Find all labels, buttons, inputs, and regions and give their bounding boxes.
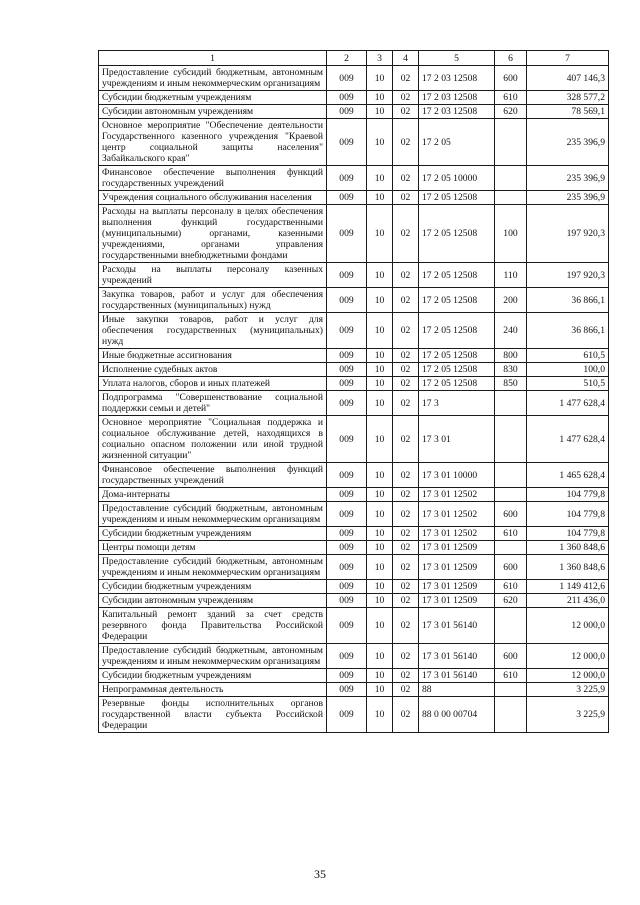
cell-section: 10	[367, 683, 393, 697]
cell-subsection: 02	[393, 555, 419, 580]
cell-target-code: 17 2 05 12508	[419, 313, 495, 349]
cell-section: 10	[367, 594, 393, 608]
cell-section: 10	[367, 580, 393, 594]
cell-expense-type: 620	[495, 594, 527, 608]
cell-target-code: 17 3 01 12509	[419, 594, 495, 608]
cell-expense-type: 600	[495, 66, 527, 91]
cell-section: 10	[367, 669, 393, 683]
cell-expense-type: 610	[495, 91, 527, 105]
cell-name: Предоставление субсидий бюджетным, автономным учреждениям и иным некоммерческим организациям	[99, 502, 327, 527]
cell-expense-type: 800	[495, 349, 527, 363]
cell-name: Расходы на выплаты персоналу казенных учреждений	[99, 263, 327, 288]
cell-name: Субсидии бюджетным учреждениям	[99, 91, 327, 105]
cell-subsection: 02	[393, 288, 419, 313]
cell-ministry: 009	[327, 697, 367, 733]
cell-target-code: 88 0 00 00704	[419, 697, 495, 733]
table-row	[99, 349, 609, 363]
cell-section: 10	[367, 263, 393, 288]
cell-expense-type	[495, 608, 527, 644]
cell-name: Предоставление субсидий бюджетным, автономным учреждениям и иным некоммерческим организациям	[99, 644, 327, 669]
cell-subsection: 02	[393, 166, 419, 191]
cell-name: Резервные фонды исполнительных органов государственной власти субъекта Российской Федерации	[99, 697, 327, 733]
cell-sum: 510,5	[527, 377, 609, 391]
table-row	[99, 669, 609, 683]
cell-subsection: 02	[393, 191, 419, 205]
cell-expense-type: 100	[495, 205, 527, 263]
cell-section: 10	[367, 313, 393, 349]
cell-section: 10	[367, 608, 393, 644]
cell-expense-type: 620	[495, 105, 527, 119]
cell-target-code: 17 2 03 12508	[419, 91, 495, 105]
cell-target-code: 17 3 01	[419, 416, 495, 463]
table-row	[99, 541, 609, 555]
cell-name: Подпрограмма "Совершенствование социальной поддержки семьи и детей"	[99, 391, 327, 416]
cell-subsection: 02	[393, 488, 419, 502]
cell-sum: 104 779,8	[527, 527, 609, 541]
table-row	[99, 488, 609, 502]
cell-ministry: 009	[327, 363, 367, 377]
cell-section: 10	[367, 555, 393, 580]
cell-name: Субсидии автономным учреждениям	[99, 105, 327, 119]
cell-subsection: 02	[393, 263, 419, 288]
cell-name: Предоставление субсидий бюджетным, автономным учреждениям и иным некоммерческим организациям	[99, 555, 327, 580]
table-row	[99, 594, 609, 608]
cell-sum: 407 146,3	[527, 66, 609, 91]
cell-sum: 36 866,1	[527, 313, 609, 349]
cell-ministry: 009	[327, 166, 367, 191]
cell-name: Учреждения социального обслуживания населения	[99, 191, 327, 205]
cell-section: 10	[367, 527, 393, 541]
cell-expense-type	[495, 683, 527, 697]
table-row	[99, 608, 609, 644]
table-row	[99, 555, 609, 580]
table-row	[99, 313, 609, 349]
cell-subsection: 02	[393, 697, 419, 733]
cell-section: 10	[367, 363, 393, 377]
cell-ministry: 009	[327, 205, 367, 263]
cell-expense-type: 830	[495, 363, 527, 377]
budget-table	[98, 50, 609, 733]
table-row	[99, 377, 609, 391]
cell-section: 10	[367, 377, 393, 391]
cell-ministry: 009	[327, 191, 367, 205]
cell-subsection: 02	[393, 594, 419, 608]
cell-target-code: 17 3	[419, 391, 495, 416]
cell-section: 10	[367, 191, 393, 205]
cell-section: 10	[367, 166, 393, 191]
header-col-1: 1	[99, 51, 327, 66]
cell-ministry: 009	[327, 105, 367, 119]
cell-ministry: 009	[327, 288, 367, 313]
cell-ministry: 009	[327, 683, 367, 697]
cell-sum: 1 149 412,6	[527, 580, 609, 594]
cell-section: 10	[367, 91, 393, 105]
cell-expense-type	[495, 697, 527, 733]
cell-subsection: 02	[393, 541, 419, 555]
cell-target-code: 17 2 05 12508	[419, 263, 495, 288]
cell-name: Финансовое обеспечение выполнения функций государственных учреждений	[99, 166, 327, 191]
cell-name: Субсидии бюджетным учреждениям	[99, 580, 327, 594]
cell-section: 10	[367, 697, 393, 733]
cell-sum: 610,5	[527, 349, 609, 363]
cell-section: 10	[367, 205, 393, 263]
cell-target-code: 17 3 01 12502	[419, 488, 495, 502]
cell-target-code: 17 2 05 12508	[419, 191, 495, 205]
cell-target-code: 17 3 01 56140	[419, 669, 495, 683]
cell-target-code: 17 2 05 10000	[419, 166, 495, 191]
cell-name: Субсидии бюджетным учреждениям	[99, 669, 327, 683]
cell-name: Дома-интернаты	[99, 488, 327, 502]
cell-name: Субсидии автономным учреждениям	[99, 594, 327, 608]
table-row	[99, 580, 609, 594]
cell-section: 10	[367, 66, 393, 91]
cell-sum: 104 779,8	[527, 488, 609, 502]
cell-sum: 1 360 848,6	[527, 555, 609, 580]
cell-section: 10	[367, 349, 393, 363]
table-row	[99, 191, 609, 205]
table-row	[99, 263, 609, 288]
cell-expense-type: 110	[495, 263, 527, 288]
cell-target-code: 17 3 01 56140	[419, 644, 495, 669]
cell-sum: 1 465 628,4	[527, 463, 609, 488]
cell-name: Основное мероприятие "Обеспечение деятельности Государственного казенного учреждения "Краевой центр социальной защиты населения" Забайкальского края"	[99, 119, 327, 166]
cell-name: Иные закупки товаров, работ и услуг для обеспечения государственных (муниципальных) нужд	[99, 313, 327, 349]
cell-name: Субсидии бюджетным учреждениям	[99, 527, 327, 541]
cell-sum: 100,0	[527, 363, 609, 377]
cell-expense-type	[495, 463, 527, 488]
cell-target-code: 17 2 03 12508	[419, 105, 495, 119]
table-row	[99, 416, 609, 463]
cell-expense-type	[495, 119, 527, 166]
cell-ministry: 009	[327, 119, 367, 166]
cell-expense-type: 610	[495, 527, 527, 541]
cell-section: 10	[367, 541, 393, 555]
table-row	[99, 683, 609, 697]
cell-subsection: 02	[393, 683, 419, 697]
cell-name: Расходы на выплаты персоналу в целях обеспечения выполнения функций государственными (муниципальными) органами, казенными учреждениями, органами управления государственными внебюджетными фондами	[99, 205, 327, 263]
cell-section: 10	[367, 288, 393, 313]
table-row	[99, 205, 609, 263]
cell-sum: 235 396,9	[527, 119, 609, 166]
cell-subsection: 02	[393, 391, 419, 416]
cell-subsection: 02	[393, 463, 419, 488]
cell-ministry: 009	[327, 416, 367, 463]
cell-ministry: 009	[327, 541, 367, 555]
cell-ministry: 009	[327, 463, 367, 488]
cell-subsection: 02	[393, 105, 419, 119]
cell-sum: 104 779,8	[527, 502, 609, 527]
cell-sum: 12 000,0	[527, 669, 609, 683]
cell-name: Основное мероприятие "Социальная поддержка и социальное обслуживание детей, находящихся в социально опасном положении или иной трудной жизненной ситуации"	[99, 416, 327, 463]
cell-target-code: 17 2 05 12508	[419, 377, 495, 391]
cell-subsection: 02	[393, 527, 419, 541]
table-row	[99, 166, 609, 191]
cell-ministry: 009	[327, 391, 367, 416]
cell-subsection: 02	[393, 580, 419, 594]
table-row	[99, 463, 609, 488]
cell-ministry: 009	[327, 594, 367, 608]
cell-ministry: 009	[327, 555, 367, 580]
cell-sum: 235 396,9	[527, 191, 609, 205]
cell-ministry: 009	[327, 644, 367, 669]
cell-target-code: 17 3 01 12509	[419, 555, 495, 580]
cell-target-code: 17 3 01 12502	[419, 527, 495, 541]
table-row	[99, 391, 609, 416]
cell-expense-type	[495, 191, 527, 205]
cell-ministry: 009	[327, 608, 367, 644]
cell-ministry: 009	[327, 488, 367, 502]
cell-name: Уплата налогов, сборов и иных платежей	[99, 377, 327, 391]
cell-expense-type: 850	[495, 377, 527, 391]
cell-name: Непрограммная деятельность	[99, 683, 327, 697]
cell-subsection: 02	[393, 644, 419, 669]
cell-sum: 328 577,2	[527, 91, 609, 105]
cell-target-code: 17 2 05 12508	[419, 288, 495, 313]
cell-subsection: 02	[393, 66, 419, 91]
cell-expense-type	[495, 391, 527, 416]
cell-sum: 1 477 628,4	[527, 416, 609, 463]
table-row	[99, 527, 609, 541]
cell-subsection: 02	[393, 502, 419, 527]
cell-ministry: 009	[327, 263, 367, 288]
cell-ministry: 009	[327, 66, 367, 91]
cell-ministry: 009	[327, 377, 367, 391]
header-col-4: 4	[393, 51, 419, 66]
cell-subsection: 02	[393, 363, 419, 377]
cell-sum: 1 360 848,6	[527, 541, 609, 555]
cell-name: Иные бюджетные ассигнования	[99, 349, 327, 363]
cell-sum: 3 225,9	[527, 683, 609, 697]
cell-section: 10	[367, 463, 393, 488]
header-col-6: 6	[495, 51, 527, 66]
cell-subsection: 02	[393, 669, 419, 683]
cell-name: Исполнение судебных актов	[99, 363, 327, 377]
table-row	[99, 105, 609, 119]
cell-target-code: 17 2 05	[419, 119, 495, 166]
cell-section: 10	[367, 416, 393, 463]
cell-name: Предоставление субсидий бюджетным, автономным учреждениям и иным некоммерческим организациям	[99, 66, 327, 91]
header-col-5: 5	[419, 51, 495, 66]
cell-expense-type: 600	[495, 644, 527, 669]
cell-expense-type: 200	[495, 288, 527, 313]
cell-sum: 197 920,3	[527, 263, 609, 288]
table-row	[99, 644, 609, 669]
cell-name: Закупка товаров, работ и услуг для обеспечения государственных (муниципальных) нужд	[99, 288, 327, 313]
cell-sum: 3 225,9	[527, 697, 609, 733]
table-row	[99, 66, 609, 91]
cell-expense-type: 610	[495, 669, 527, 683]
cell-name: Центры помощи детям	[99, 541, 327, 555]
table-header-row	[99, 51, 609, 66]
cell-subsection: 02	[393, 608, 419, 644]
cell-ministry: 009	[327, 313, 367, 349]
cell-target-code: 17 2 05 12508	[419, 205, 495, 263]
cell-target-code: 17 3 01 12509	[419, 541, 495, 555]
cell-section: 10	[367, 502, 393, 527]
cell-subsection: 02	[393, 205, 419, 263]
cell-subsection: 02	[393, 377, 419, 391]
table-row	[99, 91, 609, 105]
header-col-2: 2	[327, 51, 367, 66]
table-row	[99, 502, 609, 527]
cell-name: Капитальный ремонт зданий за счет средств резервного фонда Правительства Российской Федерации	[99, 608, 327, 644]
cell-ministry: 009	[327, 527, 367, 541]
cell-subsection: 02	[393, 416, 419, 463]
cell-expense-type: 600	[495, 502, 527, 527]
cell-subsection: 02	[393, 313, 419, 349]
cell-expense-type	[495, 166, 527, 191]
cell-sum: 12 000,0	[527, 608, 609, 644]
table-row	[99, 119, 609, 166]
cell-section: 10	[367, 105, 393, 119]
cell-section: 10	[367, 644, 393, 669]
cell-ministry: 009	[327, 580, 367, 594]
cell-sum: 235 396,9	[527, 166, 609, 191]
cell-subsection: 02	[393, 349, 419, 363]
cell-expense-type	[495, 416, 527, 463]
cell-expense-type	[495, 488, 527, 502]
cell-subsection: 02	[393, 119, 419, 166]
cell-sum: 36 866,1	[527, 288, 609, 313]
cell-expense-type	[495, 541, 527, 555]
cell-subsection: 02	[393, 91, 419, 105]
cell-target-code: 17 2 03 12508	[419, 66, 495, 91]
table-row	[99, 288, 609, 313]
table-row	[99, 697, 609, 733]
cell-ministry: 009	[327, 349, 367, 363]
cell-section: 10	[367, 488, 393, 502]
cell-ministry: 009	[327, 669, 367, 683]
cell-target-code: 88	[419, 683, 495, 697]
cell-expense-type: 600	[495, 555, 527, 580]
cell-sum: 197 920,3	[527, 205, 609, 263]
table-row	[99, 363, 609, 377]
cell-target-code: 17 3 01 12509	[419, 580, 495, 594]
cell-ministry: 009	[327, 502, 367, 527]
budget-table-container	[98, 50, 608, 733]
cell-section: 10	[367, 119, 393, 166]
cell-target-code: 17 3 01 56140	[419, 608, 495, 644]
table-body	[99, 66, 609, 733]
header-col-7: 7	[527, 51, 609, 66]
cell-expense-type: 610	[495, 580, 527, 594]
cell-sum: 211 436,0	[527, 594, 609, 608]
cell-target-code: 17 3 01 12502	[419, 502, 495, 527]
cell-section: 10	[367, 391, 393, 416]
cell-ministry: 009	[327, 91, 367, 105]
cell-target-code: 17 2 05 12508	[419, 349, 495, 363]
cell-name: Финансовое обеспечение выполнения функций государственных учреждений	[99, 463, 327, 488]
header-col-3: 3	[367, 51, 393, 66]
cell-sum: 1 477 628,4	[527, 391, 609, 416]
cell-target-code: 17 2 05 12508	[419, 363, 495, 377]
cell-expense-type: 240	[495, 313, 527, 349]
cell-sum: 12 000,0	[527, 644, 609, 669]
cell-sum: 78 569,1	[527, 105, 609, 119]
page-number: 35	[314, 867, 326, 881]
cell-target-code: 17 3 01 10000	[419, 463, 495, 488]
